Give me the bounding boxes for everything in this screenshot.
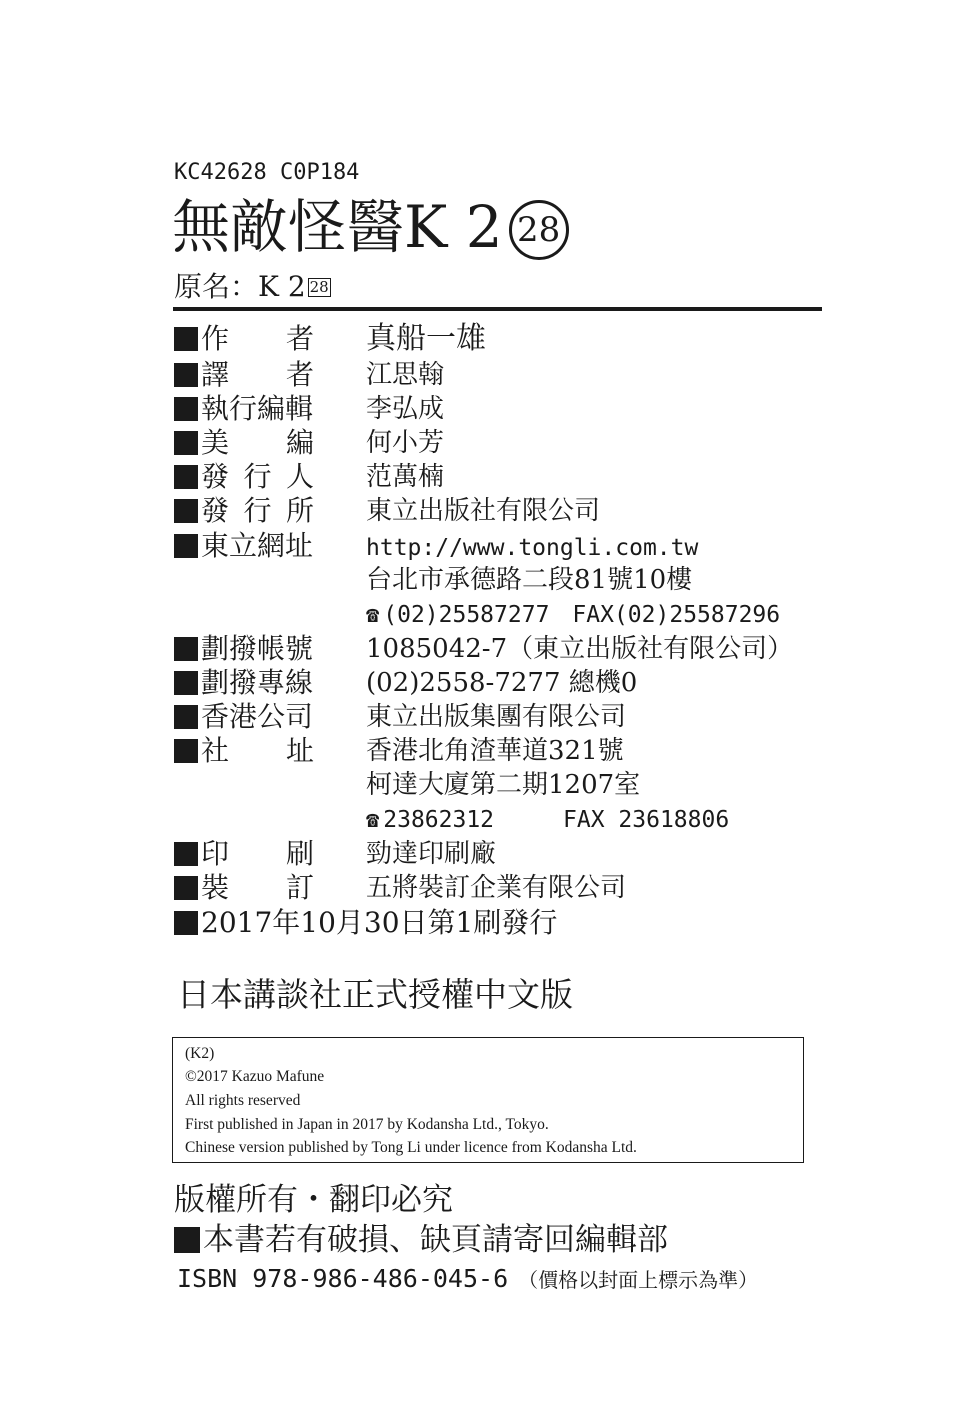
credit-label-hk-company: 香港公司 — [174, 700, 314, 734]
credit-label-printing: 印 刷 — [174, 837, 314, 871]
credit-label-art: 美 編 — [174, 426, 314, 460]
isbn-line — [177, 1262, 758, 1297]
bullet-square — [174, 327, 198, 351]
hk-address-value: 香港北角渣華道321號 — [366, 736, 624, 766]
telephone-icon: ☎ — [366, 603, 380, 628]
transfer-line-value: (02)2558-7277 總機0 — [366, 668, 638, 698]
tongli-address: 台北市承德路二段81號10樓 — [366, 565, 693, 595]
authorization-notice: 日本講談社正式授權中文版 — [177, 975, 573, 1014]
telephone-icon: ☎ — [366, 808, 380, 833]
credit-label-author: 作 者 — [174, 322, 314, 356]
hk-address-line2: 柯達大廈第二期1207室 — [366, 770, 641, 800]
bullet-square — [174, 637, 198, 661]
bullet-square — [174, 911, 198, 935]
credit-label-publisher-person: 發 行 人 — [174, 460, 314, 494]
catalog-code: KC42628 C0P184 — [174, 160, 360, 185]
header-divider — [173, 307, 822, 311]
bullet-square — [174, 431, 198, 455]
copyright-line: First published in Japan in 2017 by Kodansha Ltd., Tokyo. — [185, 1116, 549, 1133]
bullet-square — [174, 397, 198, 421]
bullet-square — [174, 705, 198, 729]
book-title-text: 無敵怪醫K 2 — [172, 193, 503, 261]
bullet-square — [174, 842, 198, 866]
credit-value-author: 真船一雄 — [366, 321, 486, 356]
bullet-square — [174, 534, 198, 558]
credit-value-art: 何小芳 — [366, 428, 445, 458]
credit-value-publisher: 東立出版社有限公司 — [366, 496, 601, 526]
credit-label-translator: 譯 者 — [174, 358, 314, 392]
bullet-square — [174, 876, 198, 900]
hk-company-value: 東立出版集團有限公司 — [366, 702, 627, 732]
binding-value: 五將裝訂企業有限公司 — [366, 873, 627, 903]
printing-value: 勁達印刷廠 — [366, 839, 497, 869]
copyright-box — [172, 1037, 804, 1163]
credit-label-transfer-line: 劃撥專線 — [174, 666, 314, 700]
tongli-phone: ☎ (02)25587277 FAX(02)25587296 — [366, 598, 780, 633]
copyright-line: All rights reserved — [185, 1092, 301, 1109]
bullet-square — [174, 499, 198, 523]
original-name-text: 原名：K 2 — [174, 270, 306, 303]
credit-label-hk-address: 社 址 — [174, 734, 314, 768]
website-url: http://www.tongli.com.tw — [366, 535, 699, 561]
return-notice: 本書若有破損、缺頁請寄回編輯部 — [174, 1221, 668, 1259]
credit-value-translator: 江思翰 — [366, 360, 445, 390]
bullet-square — [174, 465, 198, 489]
bullet-square — [174, 363, 198, 387]
bullet-square — [174, 1227, 200, 1253]
credit-value-editor: 李弘成 — [366, 394, 445, 424]
original-name — [174, 270, 331, 304]
bullet-square — [174, 671, 198, 695]
credit-label-transfer-account: 劃撥帳號 — [174, 632, 314, 666]
volume-circle: 28 — [509, 200, 569, 260]
credit-label-publisher: 發 行 所 — [174, 494, 314, 528]
price-note: （價格以封面上標示為準） — [518, 1268, 759, 1292]
bullet-square — [174, 739, 198, 763]
book-title — [172, 192, 569, 262]
credit-label-website: 東立網址 — [174, 529, 314, 563]
credit-label-editor: 執行編輯 — [174, 392, 314, 426]
credit-label-binding: 裝 訂 — [174, 871, 314, 905]
transfer-account-value: 1085042-7（東立出版社有限公司） — [366, 634, 794, 664]
isbn-number: ISBN 978-986-486-045-6 — [177, 1264, 509, 1293]
copyright-line: (K2) — [185, 1045, 215, 1062]
credit-value-publisher-person: 范萬楠 — [366, 462, 445, 492]
rights-reserved: 版權所有・翻印必究 — [174, 1182, 453, 1218]
hk-phone: ☎ 23862312 FAX 23618806 — [366, 803, 729, 838]
original-volume-box: 28 — [309, 278, 329, 296]
copyright-line: Chinese version published by Tong Li under licence from Kodansha Ltd. — [185, 1139, 637, 1156]
publish-date: 2017年10月30日第1刷發行 — [174, 906, 557, 940]
copyright-line: ©2017 Kazuo Mafune — [185, 1068, 325, 1085]
